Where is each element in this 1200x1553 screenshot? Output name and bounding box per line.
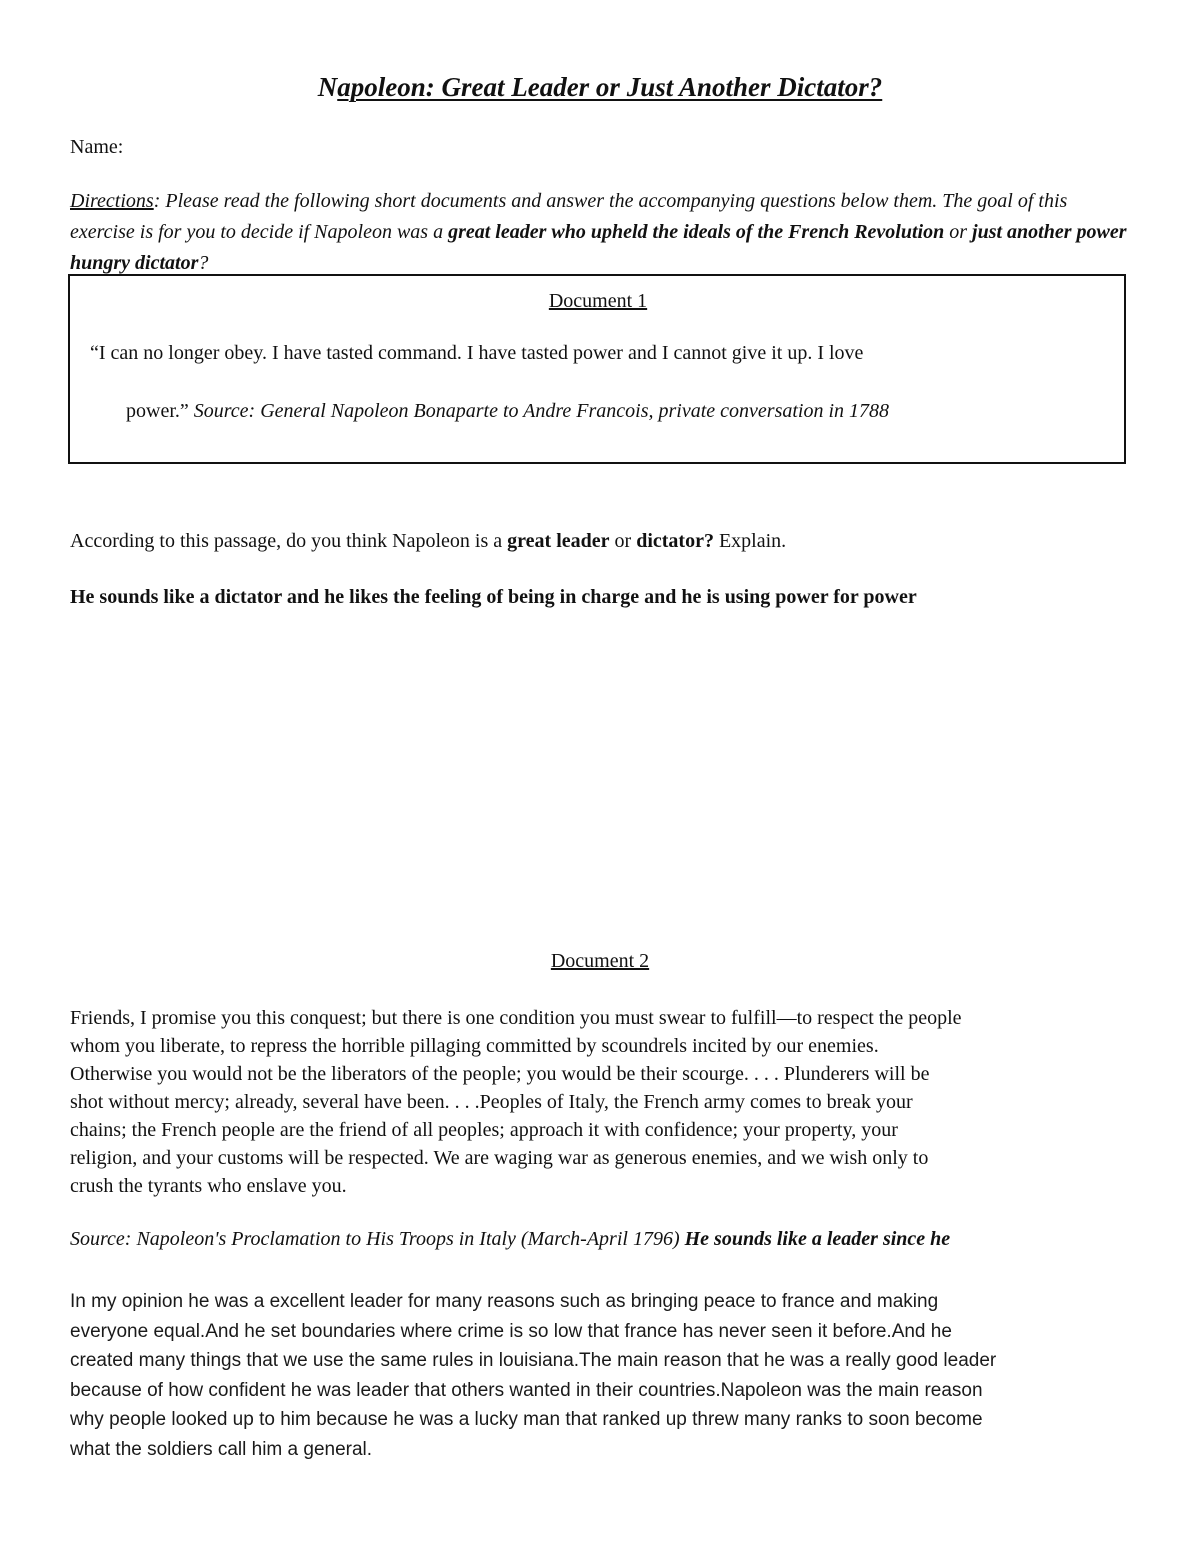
document-2-source-text: Source: Napoleon's Proclamation to His Troops in Italy (March-April 1796): [70, 1228, 685, 1250]
document-2-body: [70, 1004, 1130, 1200]
answer-1: He sounds like a dictator and he likes the feeling of being in charge and he is using power for power: [70, 586, 917, 608]
document-2-line: crush the tyrants who enslave you.: [70, 1175, 347, 1197]
directions-text-3: ?: [198, 252, 209, 274]
document-2-line: whom you liberate, to repress the horrible pillaging committed by scoundrels incited by our enemies.: [70, 1035, 879, 1057]
directions-paragraph: [70, 186, 1130, 279]
document-1-quote-line-1: “I can no longer obey. I have tasted command. I have tasted power and I cannot give it up. I love: [90, 342, 864, 364]
opinion-paragraph: [70, 1287, 1150, 1464]
directions-bold-2: just another power hungry dictator: [70, 221, 1127, 274]
page-title: [0, 72, 1200, 103]
document-2-answer: He sounds like a leader since he: [684, 1228, 951, 1250]
document-1-source: Source: General Napoleon Bonaparte to Andre Francois, private conversation in 1788: [188, 400, 890, 422]
document-2-line: shot without mercy; already, several have been. . . .Peoples of Italy, the French army comes to break your: [70, 1091, 913, 1113]
directions-label: Directions: [70, 190, 154, 212]
question-1-text-1: According to this passage, do you think Napoleon is a: [70, 530, 508, 552]
document-1-quote-end: power.”: [126, 400, 189, 422]
question-1-bold-2: dictator?: [636, 530, 714, 552]
opinion-line: In my opinion he was a excellent leader for many reasons such as bringing peace to france and making: [70, 1291, 939, 1312]
title-rest: apoleon: Great Leader or Just Another Dictator?: [337, 72, 883, 102]
document-2-line: religion, and your customs will be respected. We are waging war as generous enemies, and we wish only to: [70, 1147, 929, 1169]
document-2-heading: Document 2: [550, 950, 650, 972]
opinion-line: what the soldiers call him a general.: [70, 1438, 373, 1460]
document-1-quote-line-2: [126, 400, 889, 423]
title-first-letter: N: [317, 72, 338, 102]
opinion-line: everyone equal.And he set boundaries where crime is so low that france has never seen it before.And he: [70, 1320, 952, 1342]
name-label: Name:: [70, 136, 124, 158]
document-2-source: [70, 1228, 950, 1251]
opinion-line: why people looked up to him because he was a lucky man that ranked up threw many ranks to soon become: [70, 1409, 983, 1430]
directions-text-1: : Please read the following short documents and answer the accompanying questions below them. The goal of this exercise is for you to decide if Napoleon was a: [70, 190, 1068, 243]
question-1-text-3: Explain.: [713, 530, 787, 552]
question-1-bold-1: great leader: [507, 530, 610, 552]
document-1-heading: Document 1: [548, 290, 648, 312]
question-1: [70, 530, 786, 553]
document-2-line: chains; the French people are the friend of all peoples; approach it with confidence; your property, your: [70, 1119, 898, 1141]
document-2-line: Friends, I promise you this conquest; but there is one condition you must swear to fulfill—to respect the people: [70, 1007, 962, 1029]
question-1-text-2: or: [609, 530, 637, 552]
opinion-line: because of how confident he was leader that others wanted in their countries.Napoleon was the main reason: [70, 1379, 983, 1401]
opinion-line: created many things that we use the same rules in louisiana.The main reason that he was a really good leader: [70, 1350, 997, 1371]
document-2-line: Otherwise you would not be the liberators of the people; you would be their scourge. . . . Plunderers will be: [70, 1063, 930, 1085]
directions-bold-1: great leader who upheld the ideals of the French Revolution: [448, 221, 945, 243]
directions-text-2: or: [944, 221, 973, 243]
